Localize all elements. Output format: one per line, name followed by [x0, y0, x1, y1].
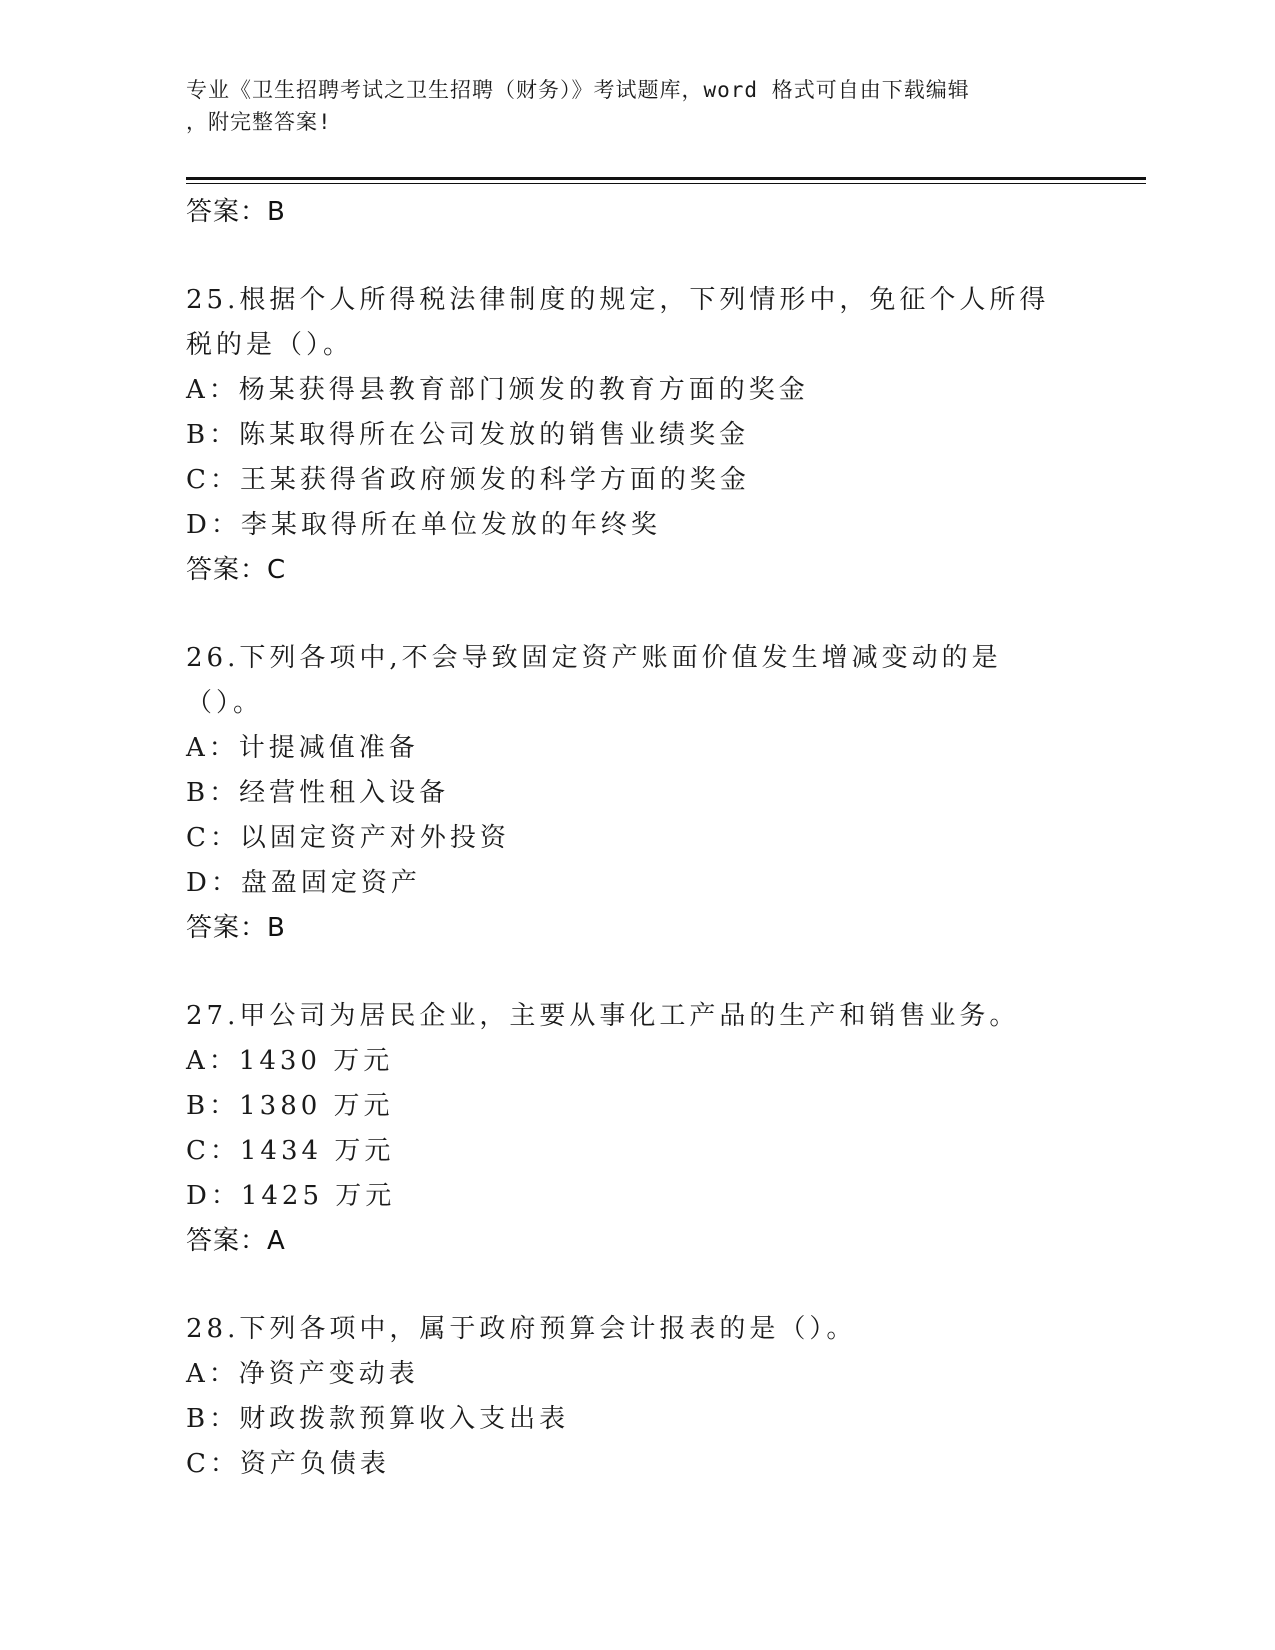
option-a: A：计提减值准备: [186, 733, 419, 763]
question-stem: 28.下列各项中，属于政府预算会计报表的是（）。: [186, 1314, 857, 1344]
option-d: D：李某取得所在单位发放的年终奖: [186, 510, 661, 540]
option-a: A：1430 万元: [186, 1046, 394, 1076]
document-header: [186, 74, 1066, 138]
answer-line: 答案：A: [186, 1226, 286, 1256]
option-b: B：陈某取得所在公司发放的销售业绩奖金: [186, 420, 750, 450]
question-stem: 27.甲公司为居民企业，主要从事化工产品的生产和销售业务。: [186, 1001, 1020, 1031]
option-b: B：财政拨款预算收入支出表: [186, 1404, 570, 1434]
previous-answer: 答案：B: [186, 197, 286, 227]
question-stem: 25.根据个人所得税法律制度的规定，下列情形中，免征个人所得税的是（）。: [186, 285, 1050, 360]
question-26: [186, 636, 1086, 950]
option-b: B：1380 万元: [186, 1091, 394, 1121]
header-line-2: ，附完整答案!: [186, 110, 332, 134]
question-28: [186, 1307, 1086, 1487]
answer-line: 答案：C: [186, 555, 287, 585]
question-list: [186, 190, 1086, 1487]
header-divider-thick: [186, 177, 1146, 180]
header-divider-thin: [186, 183, 1146, 184]
option-a: A：净资产变动表: [186, 1359, 419, 1389]
option-c: C：1434 万元: [186, 1136, 395, 1166]
question-25: [186, 278, 1086, 592]
option-d: D：盘盈固定资产: [186, 868, 421, 898]
question-27: [186, 994, 1086, 1263]
option-c: C：以固定资产对外投资: [186, 823, 510, 853]
header-line-1: 专业《卫生招聘考试之卫生招聘（财务）》考试题库，word 格式可自由下载编辑: [186, 78, 970, 102]
option-c: C：王某获得省政府颁发的科学方面的奖金: [186, 465, 750, 495]
question-stem: 26.下列各项中,不会导致固定资产账面价值发生增减变动的是（）。: [186, 643, 1002, 718]
answer-line: 答案：B: [186, 913, 286, 943]
option-b: B：经营性租入设备: [186, 778, 450, 808]
option-c: C：资产负债表: [186, 1449, 390, 1479]
option-a: A：杨某获得县教育部门颁发的教育方面的奖金: [186, 375, 809, 405]
option-d: D：1425 万元: [186, 1181, 396, 1211]
